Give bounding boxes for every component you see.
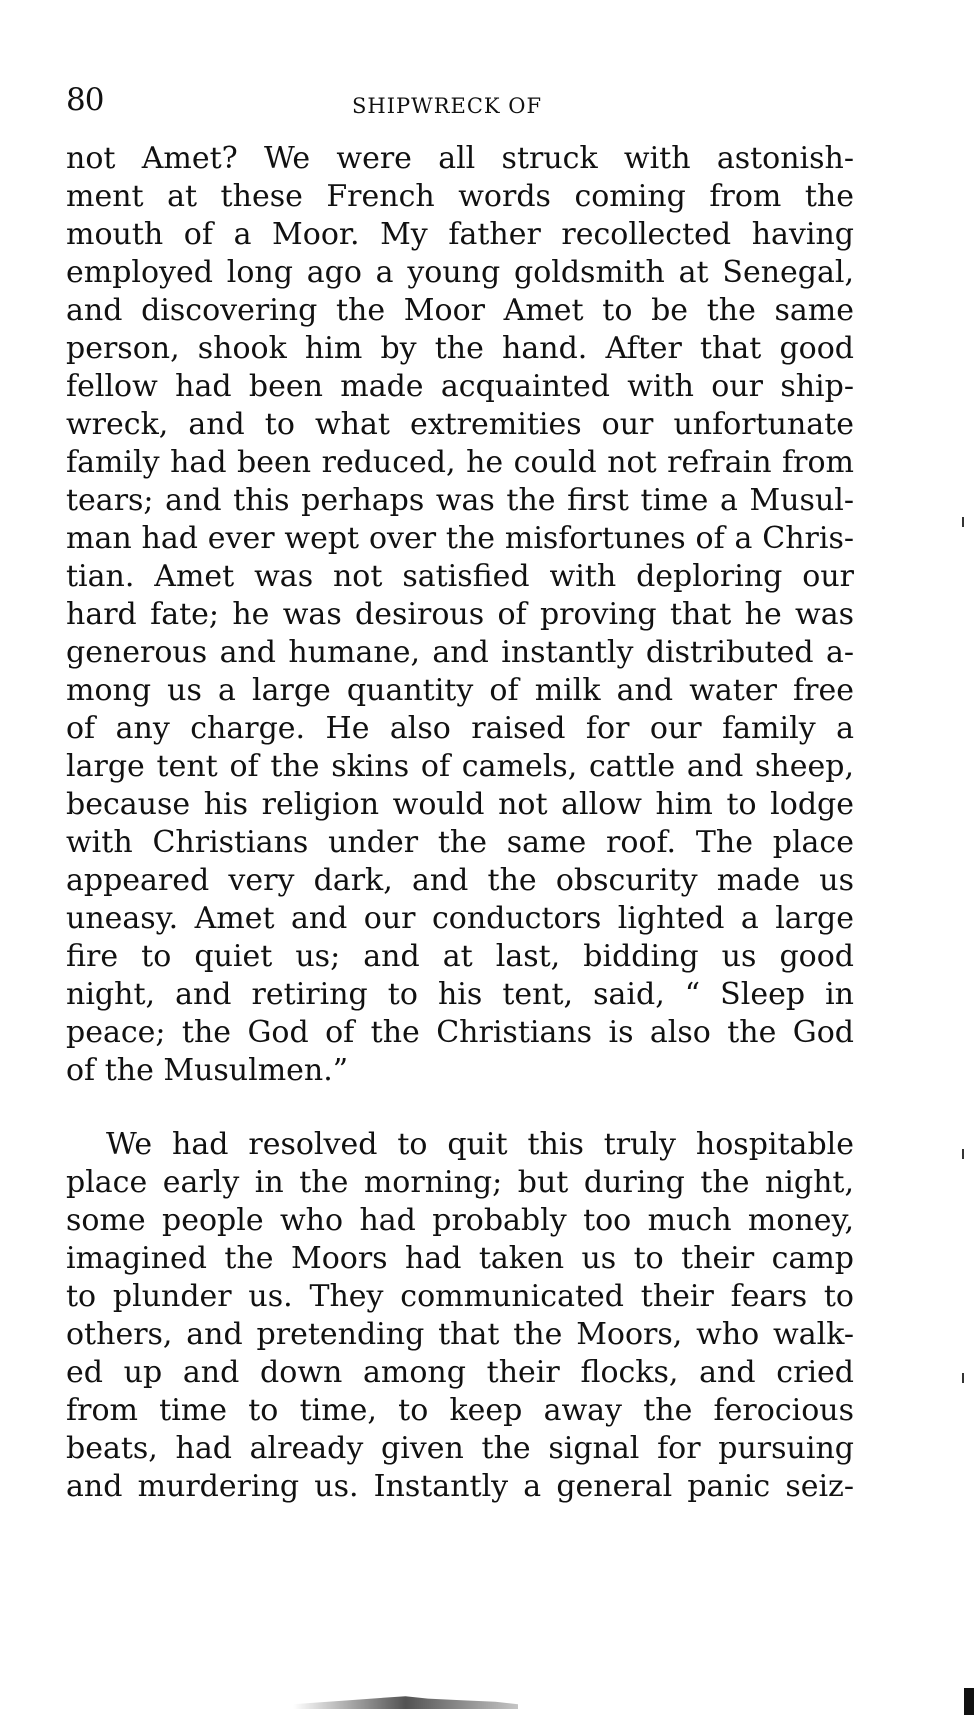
- text-line: large tent of the skins of camels, cattle and sheep,: [66, 749, 854, 784]
- text-line: of any charge. He also raised for our family a: [66, 711, 854, 746]
- text-line: peace; the God of the Christians is also the God: [66, 1015, 854, 1050]
- margin-mark: [962, 1373, 964, 1383]
- text-line: not Amet? We were all struck with astonish-: [66, 141, 854, 176]
- margin-mark: [962, 1149, 964, 1159]
- page-number: 80: [66, 82, 104, 118]
- text-line: generous and humane, and instantly distributed a-: [66, 635, 854, 670]
- text-line: employed long ago a young goldsmith at Senegal,: [66, 255, 854, 290]
- text-line: family had been reduced, he could not refrain from: [66, 445, 854, 480]
- text-line: tian. Amet was not satisfied with deploring our: [66, 559, 854, 594]
- text-line: mouth of a Moor. My father recollected having: [66, 217, 854, 252]
- text-line: appeared very dark, and the obscurity made us: [66, 863, 854, 898]
- text-line: and discovering the Moor Amet to be the same: [66, 293, 854, 328]
- text-line: wreck, and to what extremities our unfortunate: [66, 407, 854, 442]
- text-line: others, and pretending that the Moors, who walk-: [66, 1317, 854, 1352]
- margin-mark: [962, 517, 964, 527]
- text-line: beats, had already given the signal for pursuing: [66, 1431, 854, 1466]
- running-head: SHIPWRECK OF: [352, 94, 543, 118]
- text-line: We had resolved to quit this truly hospitable: [106, 1127, 854, 1162]
- text-line: ment at these French words coming from the: [66, 179, 854, 214]
- text-line: of the Musulmen.”: [66, 1053, 349, 1088]
- text-line: imagined the Moors had taken us to their camp: [66, 1241, 854, 1276]
- text-line: person, shook him by the hand. After that good: [66, 331, 854, 366]
- text-line: and murdering us. Instantly a general panic seiz-: [66, 1469, 854, 1504]
- text-line: man had ever wept over the misfortunes of a Chris-: [66, 521, 854, 556]
- text-line: because his religion would not allow him to lodge: [66, 787, 854, 822]
- text-line: uneasy. Amet and our conductors lighted a large: [66, 901, 854, 936]
- text-line: fellow had been made acquainted with our ship-: [66, 369, 854, 404]
- text-line: mong us a large quantity of milk and water free: [66, 673, 854, 708]
- text-line: place early in the morning; but during the night,: [66, 1165, 854, 1200]
- text-line: to plunder us. They communicated their fears to: [66, 1279, 854, 1314]
- text-line: some people who had probably too much money,: [66, 1203, 854, 1238]
- text-line: night, and retiring to his tent, said, “ Sleep in: [66, 977, 854, 1012]
- ink-smudge: [293, 1693, 518, 1709]
- paragraph-1: [66, 140, 854, 1090]
- text-line: ed up and down among their flocks, and cried: [66, 1355, 854, 1390]
- text-line: tears; and this perhaps was the first time a Musul-: [66, 483, 854, 518]
- text-line: from time to time, to keep away the ferocious: [66, 1393, 854, 1428]
- paragraph-2: [66, 1126, 854, 1506]
- text-line: with Christians under the same roof. The place: [66, 825, 854, 860]
- page-edge-mark: [964, 1688, 974, 1715]
- text-line: fire to quiet us; and at last, bidding us good: [66, 939, 854, 974]
- text-line: hard fate; he was desirous of proving that he was: [66, 597, 854, 632]
